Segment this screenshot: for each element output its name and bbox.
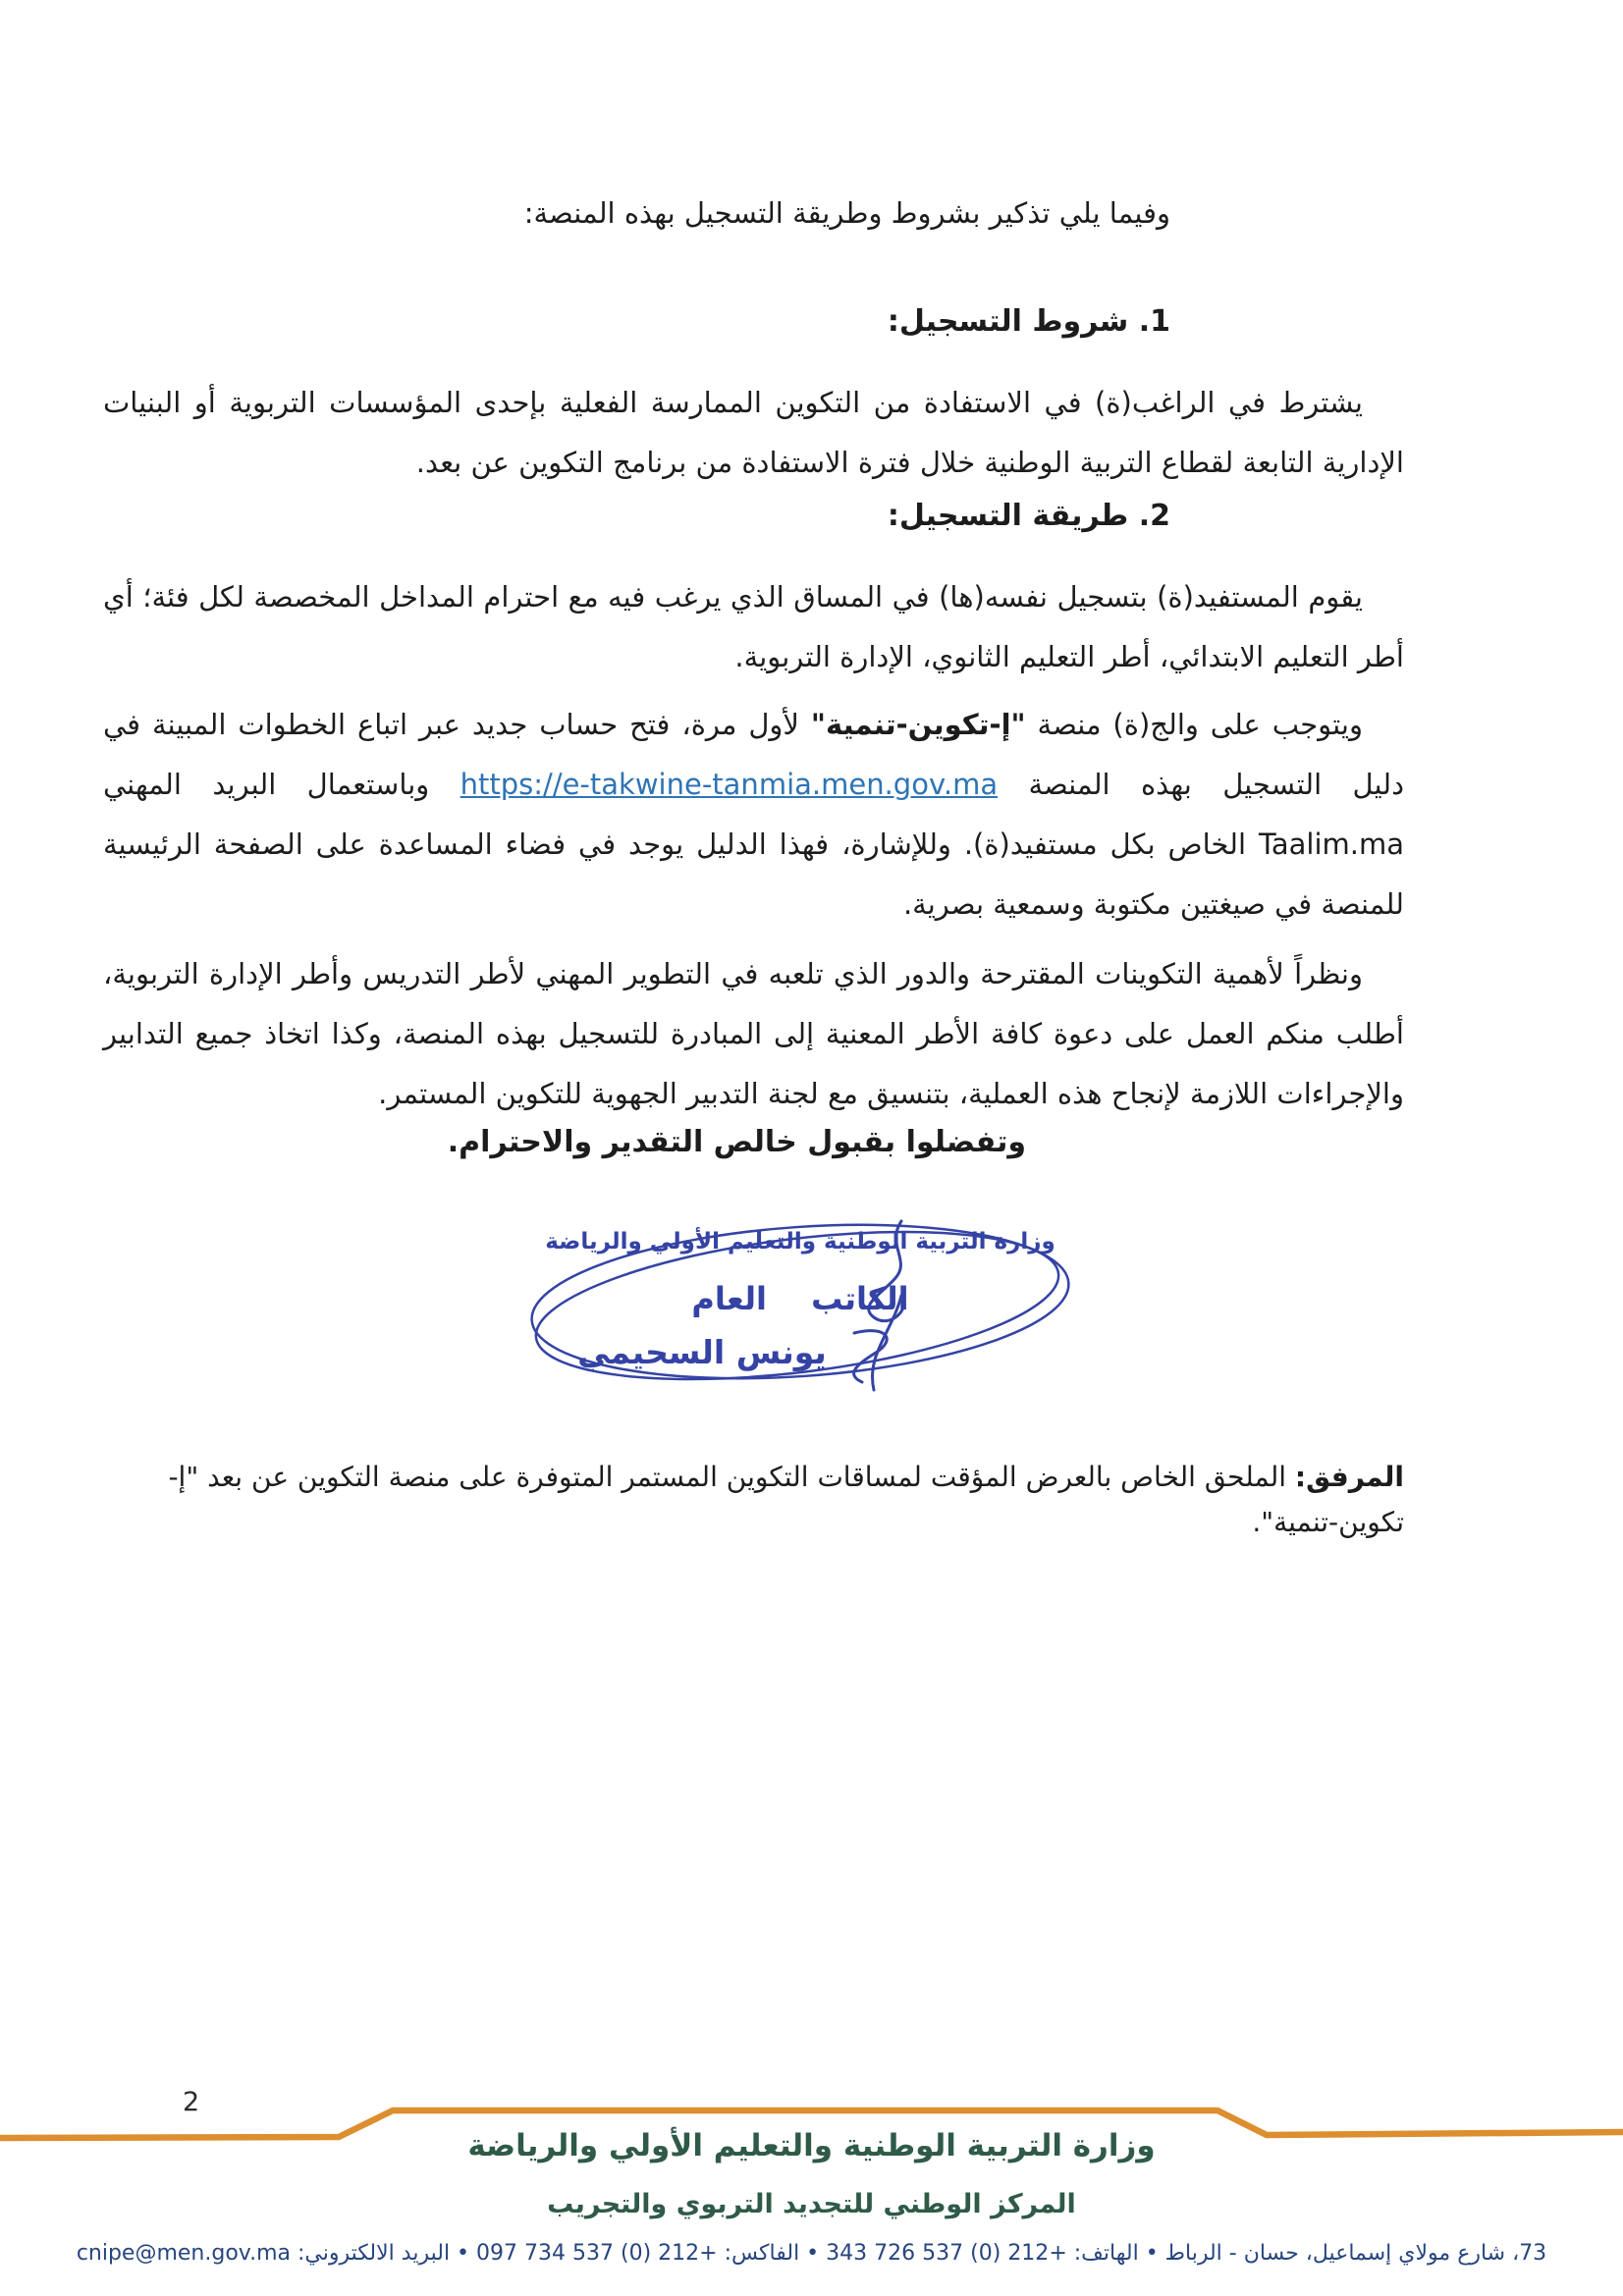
ministry-stamp	[520, 1215, 1080, 1392]
platform-name: "إ-تكوين-تنمية"	[810, 708, 1026, 741]
platform-text-after: لأول مرة، فتح حساب جديد عبر اتباع الخطوات المبينة في دليل التسجيل بهذه المنصة	[103, 708, 1404, 801]
platform-text-rest: الخاص بكل مستفيد(ة). وللإشارة، فهذا الدليل يوجد في فضاء المساعدة على الصفحة الرئيسية للمنصة في صيغتين مكتوبة وسمعية بصرية.	[103, 828, 1404, 921]
platform-text-before: ويتوجب على والج(ة) منصة	[1025, 708, 1363, 741]
section2-heading: 2. طريقة التسجيل:	[887, 499, 1170, 533]
intro-line: وفيما يلي تذكير بشروط وطريقة التسجيل بهذه المنصة:	[523, 196, 1170, 230]
signature-name: يونس السحيمي	[577, 1333, 827, 1371]
footer-center-name: المركز الوطني للتجديد التربوي والتجريب	[547, 2189, 1076, 2219]
platform-paragraph-text	[103, 695, 1404, 934]
section1-text: يشترط في الراغب(ة) في الاستفادة من التكوين الممارسة الفعلية بإحدى المؤسسات التربوية أو البنيات الإدارية التابعة لقطاع التربية الوطنية خلال فترة الاستفادة من برنامج التكوين عن بعد.	[103, 386, 1404, 479]
platform-text-after-link: وباستعمال البريد المهني	[103, 768, 460, 801]
platform-url-link[interactable]: https://e-takwine-tanmia.men.gov.ma	[460, 768, 999, 801]
taalim-brand: Taalim.ma	[1258, 828, 1404, 861]
stamp-ministry-text: وزارة التربية الوطنية والتعليم الأولي والرياضة	[545, 1229, 1055, 1255]
footer-ministry-name: وزارة التربية الوطنية والتعليم الأولي والرياضة	[467, 2128, 1156, 2163]
stamp-ellipse-and-signature	[520, 1215, 1080, 1392]
call-paragraph	[103, 944, 1404, 1124]
stamp-title-text: الكاتب العام	[691, 1280, 909, 1317]
platform-paragraph	[103, 695, 1404, 934]
closing-salutation: وتفضلوا بقبول خالص التقدير والاحترام.	[447, 1125, 1026, 1159]
section1-heading: 1. شروط التسجيل:	[887, 304, 1170, 339]
attachment-text: الملحق الخاص بالعرض المؤقت لمساقات التكوين المستمر المتوفرة على منصة التكوين عن بعد "إ- تكوين-تنمية".	[168, 1461, 1404, 1538]
attachment-note	[103, 1455, 1404, 1545]
section2-paragraph	[103, 567, 1404, 687]
call-paragraph-text: ونظراً لأهمية التكوينات المقترحة والدور الذي تلعبه في التطوير المهني لأطر التدريس وأطر الإدارة التربوية، أطلب منكم العمل على دعوة كافة الأطر المعنية إلى المبادرة للتسجيل بهذه المنصة، وكذا اتخاذ جميع التدابير والإجراءات اللازمة لإنجاح هذه العملية، بتنسيق مع لجنة التدبير الجهوية للتكوين المستمر.	[103, 957, 1404, 1110]
attachment-label: المرفق:	[1294, 1461, 1404, 1493]
footer-contact-line: 73، شارع مولاي إسماعيل، حسان - الرباط • الهاتف: +212 (0) 537 726 343 • الفاكس: +212 (0) 537 734 097 • البريد الالكتروني: cnipe@men.gov.ma	[76, 2241, 1547, 2266]
section2-text: يقوم المستفيد(ة) بتسجيل نفسه(ها) في المساق الذي يرغب فيه مع احترام المداخل المخصصة لكل فئة؛ أي أطر التعليم الابتدائي، أطر التعليم الثانوي، الإدارة التربوية.	[103, 580, 1404, 673]
page-number: 2	[183, 2087, 200, 2117]
section1-paragraph	[103, 373, 1404, 493]
